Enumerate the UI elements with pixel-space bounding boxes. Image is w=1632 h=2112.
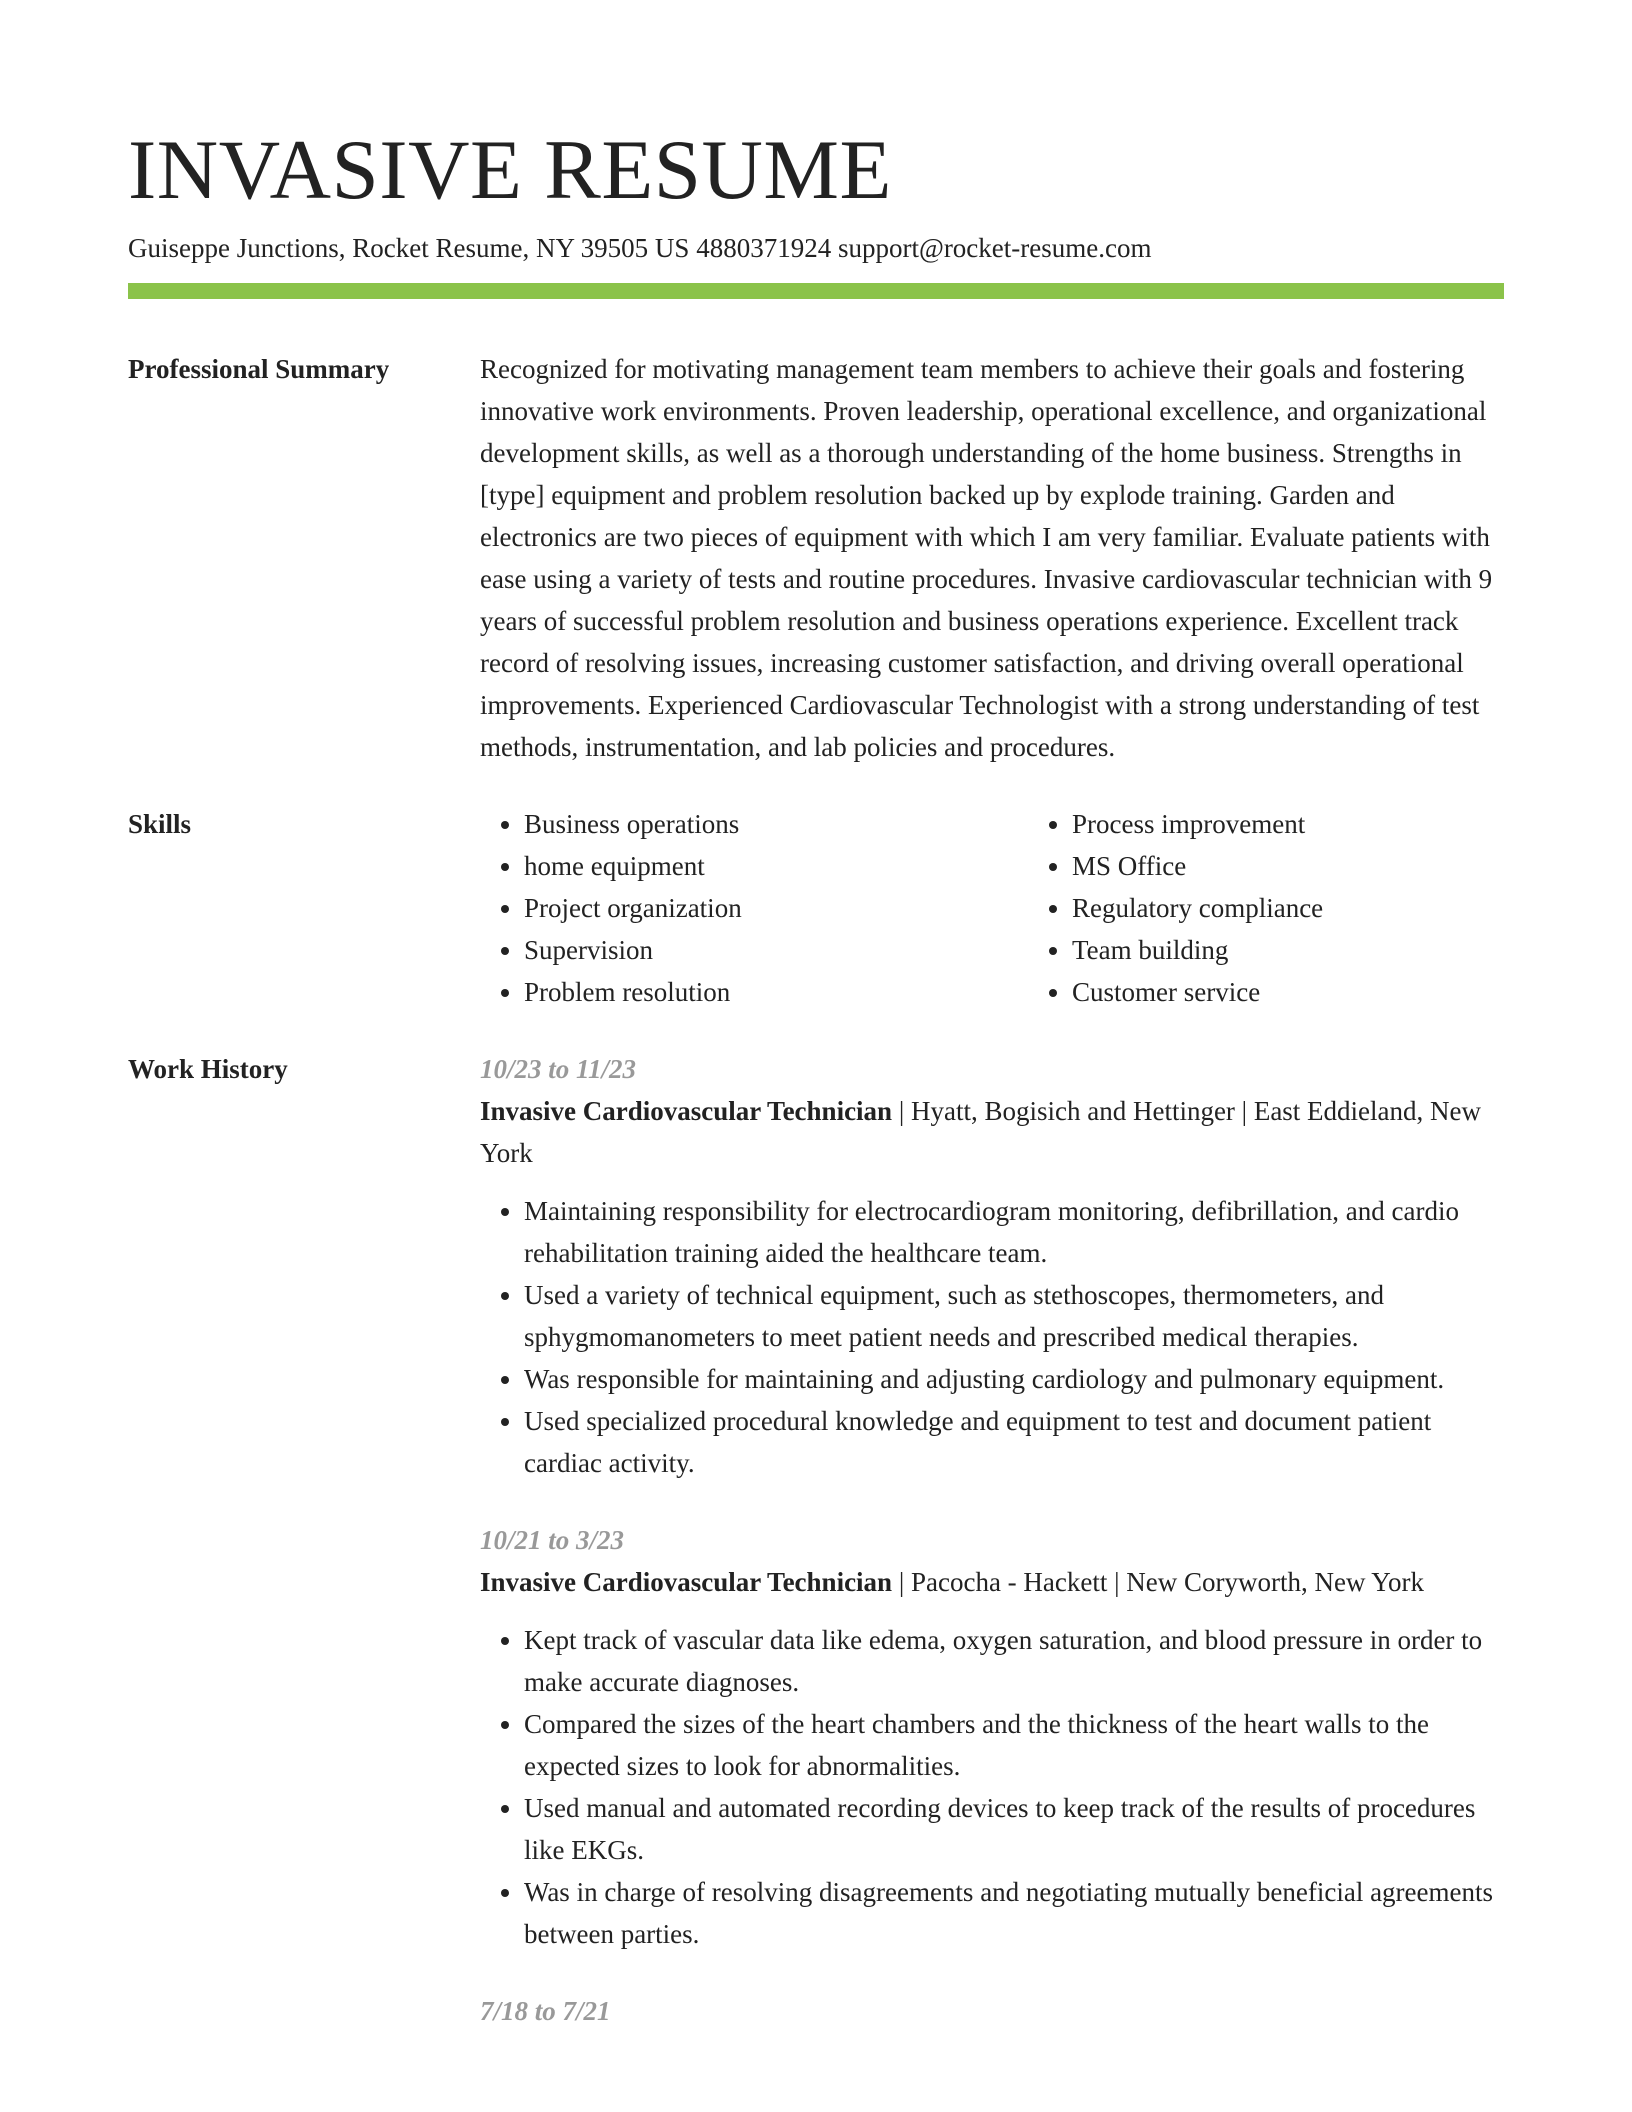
- skills-columns: [480, 803, 1540, 1013]
- skills-section: [128, 803, 1504, 1013]
- job-bullet: • Compared the sizes of the heart chambers and the thickness of the heart walls to the expected sizes to look for abnormalities.: [524, 1703, 1504, 1787]
- job-bullet: • Maintaining responsibility for electrocardiogram monitoring, defibrillation, and cardio rehabilitation training aided the healthcare team.: [524, 1190, 1504, 1274]
- job-title: Invasive Cardiovascular Technician: [480, 1096, 893, 1126]
- skill-item: • Customer service: [1072, 971, 1540, 1013]
- job-dates: 7/18 to 7/21: [480, 1996, 611, 2026]
- skill-item: • MS Office: [1072, 845, 1540, 887]
- job-entry: [480, 1519, 1504, 1955]
- job-heading: [480, 1090, 1504, 1174]
- accent-divider: [128, 283, 1504, 299]
- job-bullets: [480, 1190, 1504, 1484]
- job-bullets: [480, 1619, 1504, 1955]
- summary-section: [128, 348, 1504, 768]
- skill-item: • home equipment: [524, 845, 1028, 887]
- job-bullet: • Used specialized procedural knowledge and equipment to test and document patient cardiac activity.: [524, 1400, 1504, 1484]
- job-employer-location: | Pacocha - Hackett | New Coryworth, New York: [892, 1567, 1425, 1597]
- job-entry: [480, 1990, 1504, 2032]
- job-title: Invasive Cardiovascular Technician: [480, 1567, 893, 1597]
- summary-label: Professional Summary: [128, 354, 390, 384]
- job-employer-location: | Hyatt, Bogisich and Hettinger | East Eddieland, New York: [480, 1096, 1482, 1168]
- skill-item: • Team building: [1072, 929, 1540, 971]
- work-history-body: [480, 1048, 1504, 2067]
- skill-item: • Business operations: [524, 803, 1028, 845]
- job-bullet: • Used manual and automated recording devices to keep track of the results of procedures like EKGs.: [524, 1787, 1504, 1871]
- skill-item: • Project organization: [524, 887, 1028, 929]
- resume-page: [128, 120, 1504, 2067]
- job-entry: [480, 1048, 1504, 1484]
- contact-line: Guiseppe Junctions, Rocket Resume, NY 39505 US 4880371924 support@rocket-resume.com: [128, 233, 1152, 263]
- skills-label: Skills: [128, 809, 192, 839]
- skill-item: • Regulatory compliance: [1072, 887, 1540, 929]
- skill-item: • Problem resolution: [524, 971, 1028, 1013]
- job-bullet: • Used a variety of technical equipment, such as stethoscopes, thermometers, and sphygmomanometers to meet patient needs and prescribed medical therapies.: [524, 1274, 1504, 1358]
- job-dates: 10/21 to 3/23: [480, 1525, 625, 1555]
- skill-item: • Process improvement: [1072, 803, 1540, 845]
- skills-list-right: [1028, 803, 1540, 1013]
- summary-text: Recognized for motivating management team members to achieve their goals and fostering innovative work environments. Proven leadership, operational excellence, and organizational development skills, as well as a thorough understanding of the home business. Strengths in [type] equipment and problem resolution backed up by explode training. Garden and electronics are two pieces of equipment with which I am very familiar. Evaluate patients with ease using a variety of tests and routine procedures. Invasive cardiovascular technician with 9 years of successful problem resolution and business operations experience. Excellent track record of resolving issues, increasing customer satisfaction, and driving overall operational improvements. Experienced Cardiovascular Technologist with a strong understanding of test methods, instrumentation, and lab policies and procedures.: [480, 354, 1493, 762]
- job-bullet: • Was in charge of resolving disagreements and negotiating mutually beneficial agreements between parties.: [524, 1871, 1504, 1955]
- skills-list-left: [480, 803, 1028, 1013]
- job-heading: [480, 1561, 1504, 1603]
- resume-title: INVASIVE RESUME: [128, 123, 892, 217]
- work-history-label: Work History: [128, 1054, 288, 1084]
- job-dates: 10/23 to 11/23: [480, 1054, 637, 1084]
- work-history-section: [128, 1048, 1504, 2067]
- job-bullet: • Kept track of vascular data like edema, oxygen saturation, and blood pressure in order to make accurate diagnoses.: [524, 1619, 1504, 1703]
- job-bullet: • Was responsible for maintaining and adjusting cardiology and pulmonary equipment.: [524, 1358, 1504, 1400]
- skill-item: • Supervision: [524, 929, 1028, 971]
